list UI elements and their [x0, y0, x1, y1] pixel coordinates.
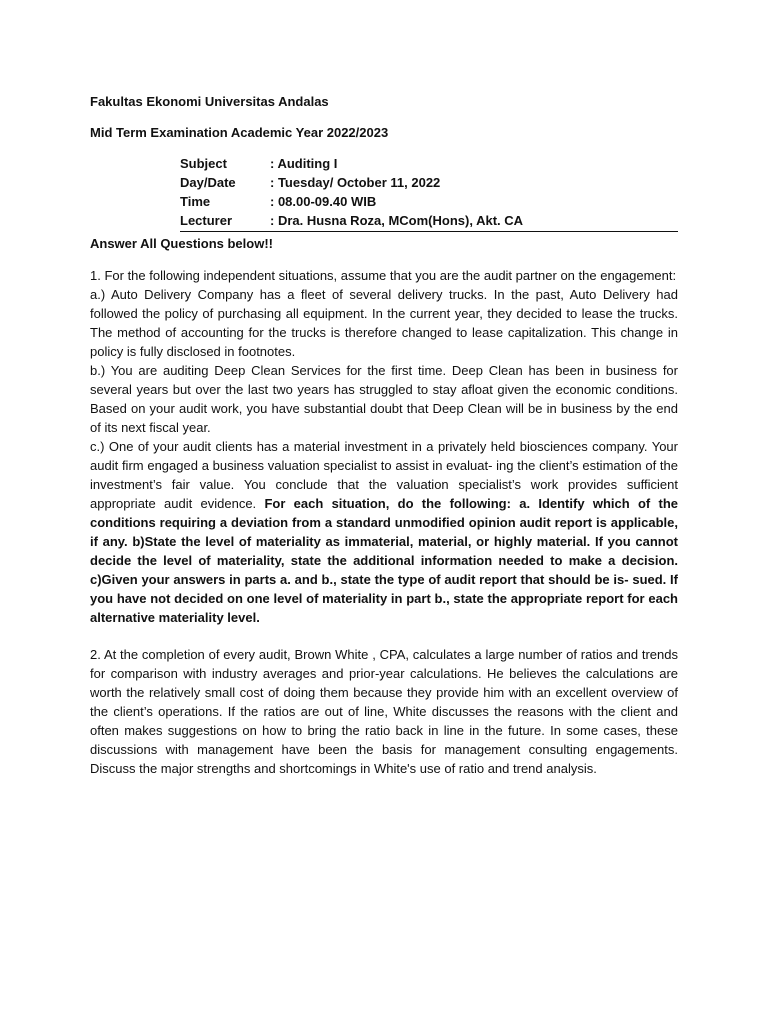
situation-a: a.) Auto Delivery Company has a fleet of several delivery trucks. In the past, Auto Delivery had followed the policy of purchasing all equipment. In the current year, they decided to lease the trucks. The method of accounting for the trucks is therefore changed to lease capitalization. This change in policy is fully disclosed in footnotes. [90, 287, 678, 359]
info-row-subject [180, 154, 678, 173]
info-row-lecturer [180, 211, 678, 230]
question-1-intro: 1. For the following independent situations, assume that you are the audit partner on the engagement: [90, 268, 677, 283]
info-label: Time [180, 194, 211, 209]
info-row-time [180, 192, 678, 211]
info-label: Day/Date [180, 175, 236, 190]
info-value: : Dra. Husna Roza, MCom(Hons), Akt. CA [270, 213, 524, 228]
exam-title: Mid Term Examination Academic Year 2022/2023 [90, 125, 389, 140]
info-row-date [180, 173, 678, 192]
info-label: Lecturer [180, 213, 233, 228]
info-value: : 08.00-09.40 WIB [270, 194, 377, 209]
info-label: Subject [180, 156, 227, 171]
question-1-task: For each situation, do the following: a. Identify which of the conditions requiring a deviation from a standard unmodified opinion audit report is applicable, if any. b)State the level of materiality as immaterial, material, or highly material. If you cannot decide the level of materiality, state the additional information needed to make a decision. c)Given your answers in parts a. and b., state the type of audit report that should be is- sued. If you have not decided on one level of materiality in part b., state the appropriate report for each alternative materiality level. [90, 496, 678, 625]
situation-b: b.) You are auditing Deep Clean Services for the first time. Deep Clean has been in business for several years but over the last two years has struggled to stay afloat given the economic conditions. Based on your audit work, you have substantial doubt that Deep Clean will be in business by the end of its next fiscal year. [90, 363, 678, 435]
question-2: 2. At the completion of every audit, Brown White , CPA, calculates a large number of ratios and trends for comparison with industry averages and prior-year calculations. He believes the calculations are worth the relatively small cost of doing them because they provide him with an excellent overview of the client’s operations. If the ratios are out of line, White discusses the reasons with the client and often makes suggestions on how to bring the ratio back in line in the future. In some cases, these discussions with management have been the basis for management consulting engagements. Discuss the major strengths and shortcomings in White's use of ratio and trend analysis. [90, 647, 678, 776]
info-value: : Auditing I [270, 156, 338, 171]
faculty-title: Fakultas Ekonomi Universitas Andalas [90, 94, 329, 109]
question-1 [90, 266, 678, 627]
exam-page [90, 92, 678, 778]
instruction: Answer All Questions below!! [90, 236, 273, 251]
info-value: : Tuesday/ October 11, 2022 [270, 175, 441, 190]
exam-info-block [180, 154, 678, 232]
situation-c-block [90, 437, 678, 627]
situation-c: c.) One of your audit clients has a material investment in a privately held biosciences company. Your audit firm engaged a business valuation specialist to assist in evaluat- ing the client’s estimation of the investment’s fair value. You conclude that the valuation specialist’s work provides sufficient appropriate audit evidence. [90, 439, 678, 511]
